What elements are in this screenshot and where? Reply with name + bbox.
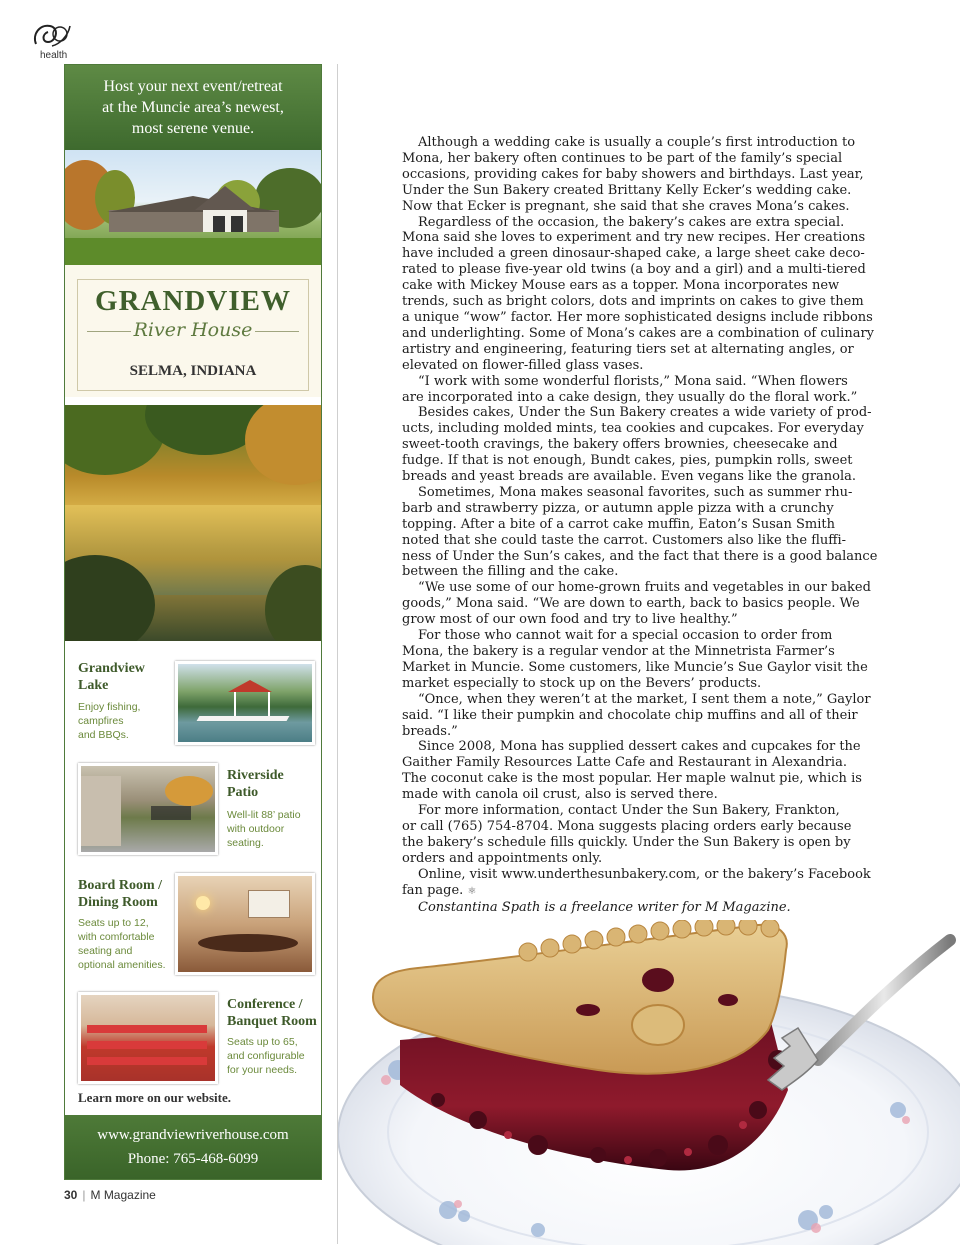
article-paragraph: Besides cakes, Under the Sun Bakery creates a wide variety of prod- ucts, including molded mints, tea cookies and cupcakes. For everyday sweet-tooth cravings, the bakery offers brownies, cheesecake and fudge. If that is not enough, Bundt cakes, pies, pumpkin rolls, sweet breads and yeast breads are available. Even vegans like the granola. xyxy=(402,405,872,485)
article-paragraph: Online, visit www.underthesunbakery.com, or the bakery’s Facebook fan page. ⚛ xyxy=(402,866,871,898)
venue-website: www.grandviewriverhouse.com xyxy=(97,1127,289,1143)
venue-desc-banquet-room: Seats up to 65, and configurable for your needs. xyxy=(227,1036,305,1076)
venue-desc-board-room: Seats up to 12, with comfortable seating and optional amenities. xyxy=(78,917,166,971)
venue-logo-name: GRANDVIEW xyxy=(95,285,291,317)
article-paragraph: Sometimes, Mona makes seasonal favorites, such as summer rhu- barb and strawberry pizza, or autumn apple pizza with a crunchy topping. After a bite of a carrot cake muffin, Eaton’s Susan Smith noted that she could taste the carrot. Customers also like the fluffi- ness of Under the Sun’s cakes, and the fact that there is a good balance between the filling and the cake. xyxy=(402,484,878,580)
author-byline: Constantina Spath is a freelance writer for M Magazine. xyxy=(418,899,791,915)
article-paragraph: “We use some of our home-grown fruits and vegetables in our baked goods,” Mona said. “We are down to earth, back to basics people. We grow most of our own food and try to live healthy.” xyxy=(402,580,871,628)
article-paragraph: Regardless of the occasion, the bakery’s cakes are extra special. Mona said she loves to experiment and try new recipes. Her creations have included a green dinosaur-shaped cake, a large sheet cake deco- rated to please five-year old twins (a boy and a girl) and a multi-tiered cake with Mickey Mouse ears as a topper. Mona incorporates new trends, such as bright colors, dots and imprints on cakes to give them a unique “wow” factor. Her more sophisticated designs include ribbons and underlighting. Some of Mona’s cakes are a combination of culinary artistry and engineering, featuring tiers set at alternating angles, or elevated on flower-filled glass vases. xyxy=(402,214,875,373)
end-mark-icon: ⚛ xyxy=(467,885,477,897)
venue-title-board-room: Board Room / Dining Room xyxy=(78,878,162,910)
section-label: health xyxy=(40,50,68,61)
venue-desc-lake: Enjoy fishing, campfires and BBQs. xyxy=(78,701,141,741)
venue-title-lake: Grandview Lake xyxy=(78,661,145,693)
page-number: 30 xyxy=(64,1188,78,1202)
venue-logo-script: River House xyxy=(133,319,253,341)
patio-photo xyxy=(78,763,218,855)
board-room-photo xyxy=(175,873,315,975)
house-photo xyxy=(65,150,321,265)
venue-phone: Phone: 765-468-6099 xyxy=(127,1151,259,1167)
gazebo-photo xyxy=(175,661,315,745)
article-body xyxy=(402,135,878,915)
ad-contact-bar xyxy=(65,1115,321,1179)
article-paragraph: Although a wedding cake is usually a couple’s first introduction to Mona, her bakery often continues to be part of the family’s special occasions, providing cakes for baby showers and birthdays. Last year, Under the Sun Bakery created Brittany Kelly Ecker’s wedding cake. Now that Ecker is pregnant, she said that she craves Mona’s cakes. xyxy=(402,135,864,214)
article-paragraph: “Once, when they weren’t at the market, I sent them a note,” Gaylor said. “I like their pumpkin and chocolate chip muffins and all of their breads.” xyxy=(402,691,871,739)
learn-more-text: Learn more on our website. xyxy=(78,1090,231,1105)
article-paragraph: For more information, contact Under the Sun Bakery, Frankton, or call (765) 754-8704. Mona suggests placing orders early because the bakery’s schedule fills quickly. Under the Sun Bakery is open by orders and appointments only. xyxy=(402,803,852,866)
article-paragraph: “I work with some wonderful florists,” Mona said. “When flowers are incorporated into a cake design, they usually do the floral work.” xyxy=(402,373,858,405)
banquet-room-photo xyxy=(78,992,218,1084)
magazine-name: M Magazine xyxy=(90,1188,156,1202)
river-photo xyxy=(65,405,321,641)
article-paragraph: Since 2008, Mona has supplied dessert cakes and cupcakes for the Gaither Family Resources Latte Cafe and Restaurant in Alexandria. The coconut cake is the most popular. Her maple walnut pie, which is made with canola oil crust, also is served there. xyxy=(402,739,862,803)
venue-advertisement xyxy=(64,64,322,1180)
ad-headline: Host your next event/retreat at the Muncie area’s newest, most serene venue. xyxy=(65,65,321,150)
venue-title-patio: Riverside Patio xyxy=(227,768,284,800)
venue-desc-patio: Well-lit 88’ patio with outdoor seating. xyxy=(227,809,301,849)
venue-title-banquet-room: Conference / Banquet Room xyxy=(227,997,317,1029)
venue-city: SELMA, INDIANA xyxy=(129,363,257,379)
article-paragraph: For those who cannot wait for a special occasion to order from Mona, the bakery is a regular vendor at the Minnetrista Farmer’s Market in Muncie. Some customers, like Muncie’s Sue Gaylor visit the market especially to stock up on the Bevers’ products. xyxy=(402,628,868,691)
pie-photo xyxy=(338,920,960,1245)
page-footer xyxy=(64,1188,156,1202)
footer-separator: | xyxy=(82,1188,86,1202)
